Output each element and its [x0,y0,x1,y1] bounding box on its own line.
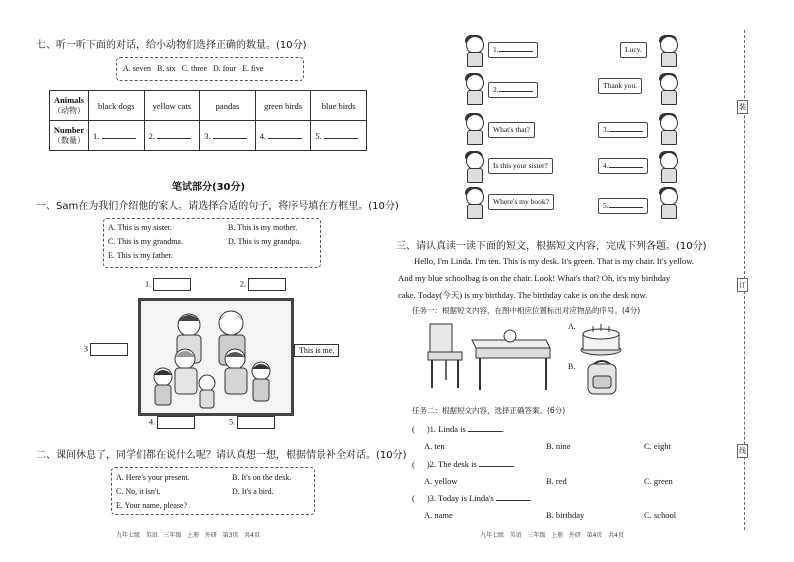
schoolbag-icon [582,358,622,396]
boy-icon [656,114,680,144]
section1-options-box [103,218,321,268]
section1-option-c: C. This is my grandma. [108,237,183,246]
section2-option-c: C. No, it isn't. [116,487,161,496]
question-3: ( )3. Today is Linda's . [412,493,532,503]
boy-icon [656,188,680,218]
q1-option-b[interactable]: B. nine [546,441,571,451]
task1-title: 任务一：根据短文内容，在图中相应位置标出对应物品的序号。(4分) [412,306,641,315]
girl-icon [462,188,486,218]
section2-option-b: B. It's on the desk. [232,473,292,482]
passage-line-2: And my blue schoolbag is on the chair. Look! What's that? Oh, it's my birthday [398,273,671,283]
girl-icon [462,36,486,66]
task2-title: 任务二：根据短文内容，选择正确答案。(6分) [412,406,566,415]
number-blank-1[interactable]: 1. [89,121,145,151]
dialogue-left-1[interactable]: 1. [488,42,538,58]
girl-icon [462,152,486,182]
number-blank-2[interactable]: 2. [144,121,200,151]
desk-chair-illustration [426,320,554,392]
q2-option-a[interactable]: A. yellow [424,476,458,486]
section3-title: 三、请认真读一读下面的短文，根据短文内容，完成下列各题。(10分) [396,241,707,252]
margin-mark-1: 装 [737,100,748,114]
section1-title: 一、Sam在为我们介绍他的家人。请选择合适的句子，将序号填在方框里。(10分) [36,201,399,212]
dialogue-right-4[interactable]: 4. [598,158,648,174]
dialogue-right-3[interactable]: 3. [598,122,648,138]
footer-right: 九年七级 英语 三年级 上册 外研 第4页 共4页 [480,532,624,539]
family-picture [138,298,294,416]
q3-option-c[interactable]: C. school [644,510,677,520]
animal-cell: black dogs [89,91,145,121]
q3-option-a[interactable]: A. name [424,510,453,520]
family-label-5[interactable]: 5. [229,416,275,429]
footer-left: 九年七级 英语 三年级 上册 外研 第3页 共4页 [116,532,260,539]
q1-option-a[interactable]: A. ten [424,441,445,451]
dialogue-left-2[interactable]: 2. [488,82,538,98]
family-label-4[interactable]: 4. [149,416,195,429]
dialogue-left-5: Where's my book? [488,194,554,210]
girl-icon [462,74,486,104]
section2-option-d: D. It's a bird. [232,487,274,496]
family-label-2[interactable]: 2. [240,278,286,291]
margin-mark-2: 订 [737,278,748,292]
section1-option-e: E. This is my father. [108,251,173,260]
number-blank-4[interactable]: 4. [255,121,311,151]
dialogue-right-2: Thank you. [598,78,642,94]
number-blank-5[interactable]: 5. [311,121,367,151]
passage-line-1: Hello, I'm Linda. I'm ten. This is my desk. It's green. That is my chair. It's yellow. [414,256,695,266]
question-2: ( )2. The desk is . [412,459,515,469]
q3-option-b[interactable]: B. birthday [546,510,585,520]
animal-cell: green birds [255,91,311,121]
passage-line-3: cake. Today(今天) is my birthday. The birthday cake is on the desk now. [398,290,648,300]
girl-icon [462,114,486,144]
section7-options-box [116,57,304,81]
section1-option-d: D. This is my grandpa. [228,237,302,246]
animal-cell: pandas [200,91,256,121]
animal-cell: yellow cats [144,91,200,121]
family-label-3[interactable]: 3 [84,343,128,356]
dialogue-left-4: Is this your sister? [488,158,553,174]
family-illustration [141,301,291,413]
section7-options: A. seven B. six C. three D. four E. five [123,64,264,73]
section2-title: 二、课间休息了，同学们都在说什么呢？请认真想一想，根据情景补全对话。(10分) [36,450,407,461]
pic-label-a: A. [568,322,576,331]
boy-icon [656,74,680,104]
margin-mark-3: 线 [737,444,748,458]
pic-label-b: B. [568,362,576,371]
q2-option-c[interactable]: C. green [644,476,673,486]
q1-option-c[interactable]: C. eight [644,441,671,451]
section7-title: 七、听一听下面的对话，给小动物们选择正确的数量。(10分) [36,40,307,51]
question-1: ( )1. Linda is . [412,424,505,434]
written-part-heading: 笔试部分(30分) [172,182,246,193]
section1-option-b: B. This is my mother. [228,223,298,232]
section3-passage [398,253,760,304]
dialogue-left-3: What's that? [488,122,535,138]
section2-options-box [111,467,315,515]
number-header: Number （数量） [50,121,89,151]
number-blank-3[interactable]: 3. [200,121,256,151]
section2-option-a: A. Here's your present. [116,473,190,482]
birthday-cake-icon [578,322,624,356]
section2-option-e: E. Your name, please? [116,501,188,510]
section1-option-a: A. This is my sister. [108,223,172,232]
boy-icon [656,36,680,66]
boy-icon [656,152,680,182]
dialogue-right-1: Lucy. [620,42,647,58]
q2-option-b[interactable]: B. red [546,476,567,486]
animal-cell: blue birds [311,91,367,121]
family-label-1[interactable]: 1. [145,278,191,291]
animals-table [49,90,367,151]
this-is-me-bubble: This is me. [294,344,339,357]
animals-header: Animals （动物） [50,91,89,121]
dialogue-right-5[interactable]: 5. [598,198,648,214]
